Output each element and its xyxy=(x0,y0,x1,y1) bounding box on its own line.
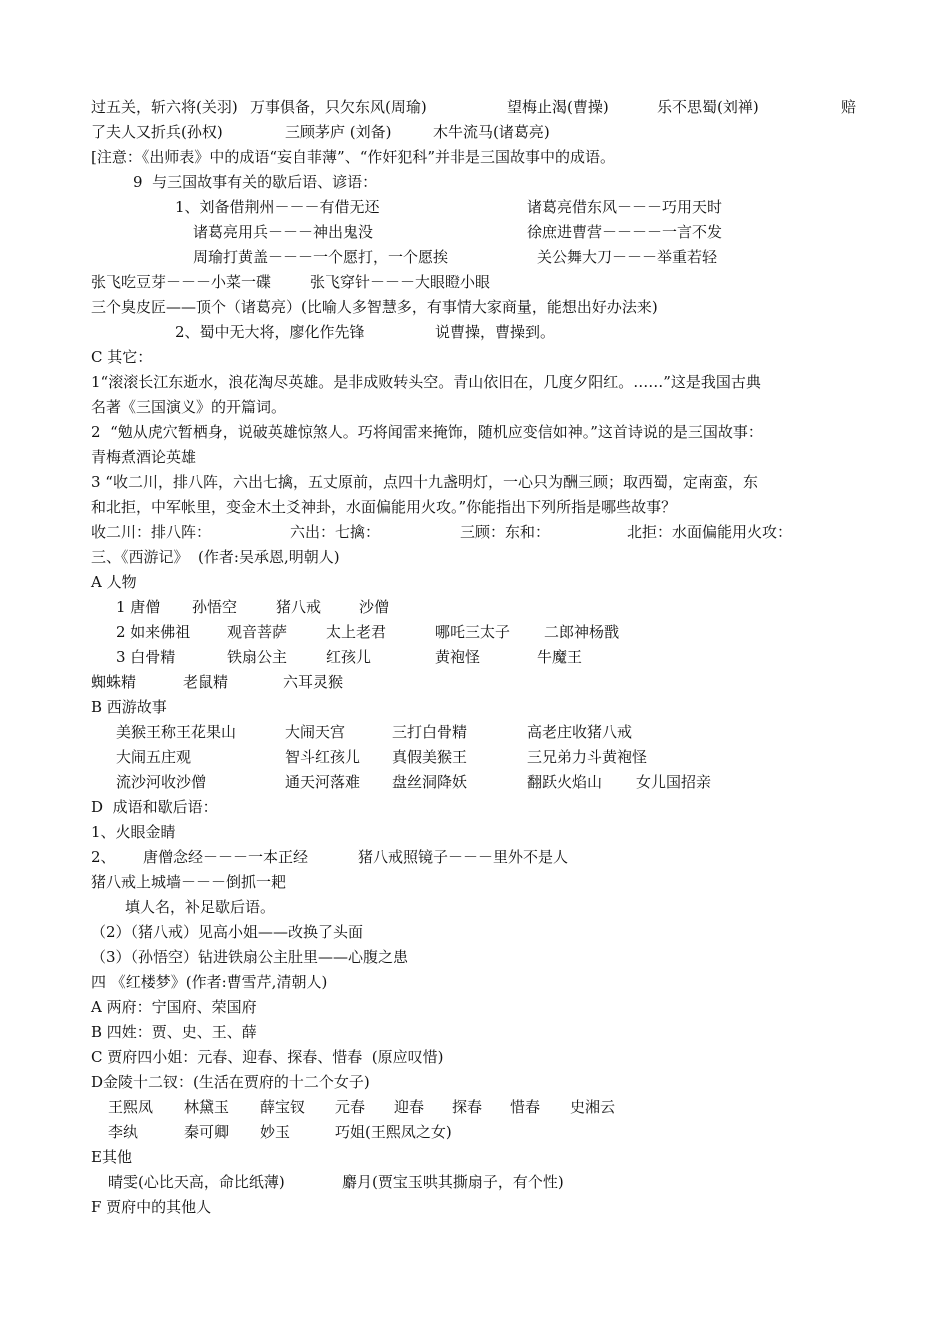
text-segment: C 其它： xyxy=(91,348,153,366)
text-segment: 3 “收二川，排八阵，六出七擒，五丈原前，点四十九盏明灯，一心只为酬三顾；取西蜀，定南蛮，东 xyxy=(91,473,758,491)
text-segment: 名著《三国演义》的开篇词。 xyxy=(91,398,287,416)
text-segment: D金陵十二钗：(生活在贾府的十二个女子) xyxy=(91,1073,370,1091)
text-segment: 猪八戒照镜子－－－里外不是人 xyxy=(358,848,569,866)
text-segment: 过五关，斩六将(关羽) xyxy=(91,98,238,116)
text-segment: 高老庄收猪八戒 xyxy=(527,723,633,741)
text-segment: 猪八戒上城墙－－－倒抓一耙 xyxy=(91,873,287,891)
text-segment: 秦可卿 xyxy=(184,1123,230,1141)
text-segment: 三打白骨精 xyxy=(392,723,468,741)
text-segment: 2、 xyxy=(91,848,116,866)
text-segment: 四 《红楼梦》(作者:曹雪芹,清朝人) xyxy=(91,973,328,991)
text-segment: 沙僧 xyxy=(359,598,390,616)
text-segment: 张飞穿针－－－大眼瞪小眼 xyxy=(310,273,491,291)
text-segment: 大闹天宫 xyxy=(285,723,346,741)
text-segment: 女儿国招亲 xyxy=(636,773,712,791)
text-segment: 迎春 xyxy=(394,1098,425,1116)
text-segment: 三、《西游记》 (作者:吴承恩,明朝人) xyxy=(91,548,340,566)
text-segment: 猪八戒 xyxy=(276,598,322,616)
text-segment: 老鼠精 xyxy=(183,673,229,691)
text-segment: 通天河落难 xyxy=(285,773,361,791)
text-segment: 诸葛亮用兵－－－神出鬼没 xyxy=(193,223,374,241)
text-segment: 薛宝钗 xyxy=(260,1098,306,1116)
text-segment: 张飞吃豆芽－－－小菜一碟 xyxy=(91,273,272,291)
text-segment: D 成语和歇后语： xyxy=(91,798,218,816)
text-segment: 赔 xyxy=(841,98,857,116)
text-segment: 三兄弟力斗黄袍怪 xyxy=(527,748,648,766)
text-segment: 哪吒三太子 xyxy=(435,623,511,641)
text-segment: 探春 xyxy=(452,1098,483,1116)
text-segment: 真假美猴王 xyxy=(392,748,468,766)
text-segment: B 四姓：贾、史、王、薛 xyxy=(91,1023,257,1041)
text-segment: 六耳灵猴 xyxy=(283,673,344,691)
text-segment: 2 “勉从虎穴暂栖身，说破英雄惊煞人。巧将闻雷来掩饰，随机应变信如神。”这首诗说的是三国故事： xyxy=(91,423,763,441)
text-segment: 1、火眼金睛 xyxy=(91,823,176,841)
text-segment: 大闹五庄观 xyxy=(116,748,192,766)
text-segment: （2）（猪八戒）见高小姐——改换了头面 xyxy=(91,923,364,941)
text-segment: 麝月(贾宝玉哄其撕扇子，有个性) xyxy=(342,1173,564,1191)
text-segment: 望梅止渴(曹操) xyxy=(507,98,609,116)
text-segment: E其他 xyxy=(91,1148,132,1166)
text-segment: 林黛玉 xyxy=(184,1098,230,1116)
text-segment: 1 唐僧 xyxy=(116,598,161,616)
text-segment: 三顾茅庐 (刘备) xyxy=(285,123,392,141)
text-segment: 3 白骨精 xyxy=(116,648,176,666)
text-segment: [注意：《出师表》中的成语“妄自菲薄”、“作奸犯科”并非是三国故事中的成语。 xyxy=(91,148,616,166)
text-segment: 红孩儿 xyxy=(326,648,372,666)
text-segment: 牛魔王 xyxy=(537,648,583,666)
text-segment: 六出：七擒： xyxy=(290,523,381,541)
text-segment: 流沙河收沙僧 xyxy=(116,773,207,791)
text-segment: A 人物 xyxy=(91,573,137,591)
text-segment: 翻跃火焰山 xyxy=(527,773,603,791)
text-segment: 铁扇公主 xyxy=(227,648,288,666)
text-segment: 智斗红孩儿 xyxy=(285,748,361,766)
text-segment: 元春 xyxy=(335,1098,366,1116)
text-segment: 美猴王称王花果山 xyxy=(116,723,237,741)
text-segment: 2 如来佛祖 xyxy=(116,623,191,641)
text-segment: 唐僧念经－－－一本正经 xyxy=(143,848,309,866)
text-segment: 9 与三国故事有关的歇后语、谚语： xyxy=(133,173,378,191)
text-segment: （3）（孙悟空）钻进铁扇公主肚里——心腹之患 xyxy=(91,948,409,966)
text-segment: 说曹操，曹操到。 xyxy=(435,323,556,341)
text-segment: 三顾：东和： xyxy=(460,523,551,541)
text-segment: 王熙凤 xyxy=(108,1098,154,1116)
text-segment: 1、刘备借荆州－－－有借无还 xyxy=(175,198,380,216)
text-segment: 李纨 xyxy=(108,1123,139,1141)
text-segment: 观音菩萨 xyxy=(227,623,288,641)
text-segment: 北拒：水面偏能用火攻： xyxy=(627,523,793,541)
text-segment: 孙悟空 xyxy=(192,598,238,616)
text-segment: 黄袍怪 xyxy=(435,648,481,666)
text-segment: 了夫人又折兵(孙权) xyxy=(91,123,223,141)
text-segment: 1“滚滚长江东逝水，浪花淘尽英雄。是非成败转头空。青山依旧在，几度夕阳红。……”这是我国古典 xyxy=(91,373,761,391)
text-segment: F 贾府中的其他人 xyxy=(91,1198,212,1216)
text-segment: 周瑜打黄盖－－－一个愿打，一个愿挨 xyxy=(193,248,449,266)
text-segment: 万事俱备，只欠东风(周瑜) xyxy=(250,98,427,116)
text-segment: 晴雯(心比天高，命比纸薄) xyxy=(108,1173,285,1191)
text-segment: B 西游故事 xyxy=(91,698,167,716)
text-segment: 妙玉 xyxy=(260,1123,291,1141)
text-segment: 2、蜀中无大将，廖化作先锋 xyxy=(175,323,365,341)
text-segment: 填人名，补足歇后语。 xyxy=(125,898,276,916)
text-segment: 盘丝洞降妖 xyxy=(392,773,468,791)
text-segment: 蜘蛛精 xyxy=(91,673,137,691)
text-segment: 太上老君 xyxy=(326,623,387,641)
text-segment: 收二川：排八阵： xyxy=(91,523,212,541)
text-segment: 二郎神杨戬 xyxy=(544,623,620,641)
text-segment: 青梅煮酒论英雄 xyxy=(91,448,197,466)
text-segment: 巧姐(王熙凤之女) xyxy=(335,1123,452,1141)
text-segment: 和北拒，中军帐里，变金木土爻神卦，水面偏能用火攻。”你能指出下列所指是哪些故事？ xyxy=(91,498,677,516)
text-segment: 诸葛亮借东风－－－巧用天时 xyxy=(527,198,723,216)
text-segment: C 贾府四小姐：元春、迎春、探春、惜春 (原应叹惜) xyxy=(91,1048,444,1066)
text-segment: 关公舞大刀－－－举重若轻 xyxy=(537,248,718,266)
text-segment: 三个臭皮匠——顶个（诸葛亮）(比喻人多智慧多，有事情大家商量，能想出好办法来) xyxy=(91,298,658,316)
text-segment: 乐不思蜀(刘禅) xyxy=(657,98,759,116)
text-segment: 木牛流马(诸葛亮) xyxy=(433,123,550,141)
text-segment: 徐庶进曹营－－－－一言不发 xyxy=(527,223,723,241)
text-segment: 惜春 xyxy=(510,1098,541,1116)
text-segment: A 两府：宁国府、荣国府 xyxy=(91,998,257,1016)
text-segment: 史湘云 xyxy=(570,1098,616,1116)
